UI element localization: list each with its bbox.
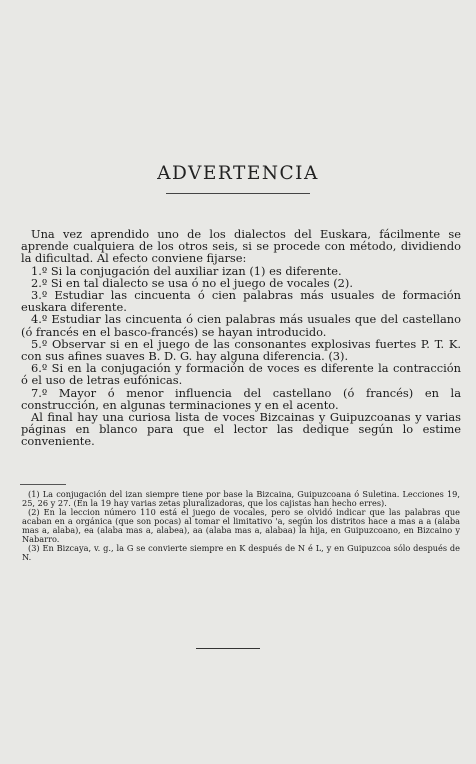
bottom-rule	[196, 648, 260, 649]
title-underline	[166, 193, 310, 194]
closing-paragraph: Al final hay una curiosa lista de voces Bizcainas y Guipuzcoanas y varias páginas en blanco para que el lector las dedique según lo estime conveniente.	[21, 410, 461, 449]
point-1: 1.º Si la conjugación del auxiliar izan (1) es diferente.	[31, 263, 342, 278]
point-3: 3.º Estudiar las cincuenta ó cien palabras más usuales de formación euskara diferente.	[21, 288, 461, 315]
footnote-3: (3) En Bizcaya, v. g., la G se convierte siempre en K después de N é L, y en Guipuzcoa sólo después de N.	[22, 543, 460, 562]
point-4: 4.º Estudiar las cincuenta ó cien palabras más usuales que del castellano (ó francés en el basco-francés) se hayan introducido.	[21, 312, 461, 339]
footnote-separator	[20, 484, 66, 485]
point-6: 6.º Si en la conjugación y formación de voces es diferente la contracción ó el uso de letras eufónicas.	[21, 361, 461, 388]
point-5: 5.º Observar si en el juego de las consonantes explosivas fuertes P. T. K. con sus afines suaves B. D. G. hay alguna diferencia. (3).	[21, 336, 461, 364]
point-7: 7.º Mayor ó menor influencia del castellano (ó francés) en la construcción, en algunas terminaciones y en el acento.	[21, 385, 461, 412]
footnote-1: (1) La conjugación del izan siempre tiene por base la Bizcaina, Guipuzcoana ó Suletina. Lecciones 19, 25, 26 y 27. (En la 19 hay varias zetas pluralizadoras, que los cajistas han hecho erres).	[22, 489, 460, 508]
intro-paragraph: Una vez aprendido uno de los dialectos del Euskara, fácilmente se aprende cualquiera de los otros seis, si se procede con método, dividiendo la dificultad. Al efecto conviene fijarse:	[21, 227, 461, 266]
page-title: ADVERTENCIA	[157, 163, 319, 184]
footnote-2: (2) En la leccion número 110 está el juego de vocales, pero se olvidó indicar que las palabras que acaban en a orgánica (que son pocas) al tomar el limitativo 'a, según los distritos hace a mas a a (alaba mas a, alaba), ea (alaba mas a, alabea), aa (alaba mas a, alabaa) la hija, en Guipuzcoano, en Bizcaino y Nabarro.	[22, 507, 460, 544]
point-2: 2.º Si en tal dialecto se usa ó no el juego de vocales (2).	[31, 275, 353, 290]
main-text	[21, 228, 461, 448]
footnotes	[22, 490, 460, 562]
